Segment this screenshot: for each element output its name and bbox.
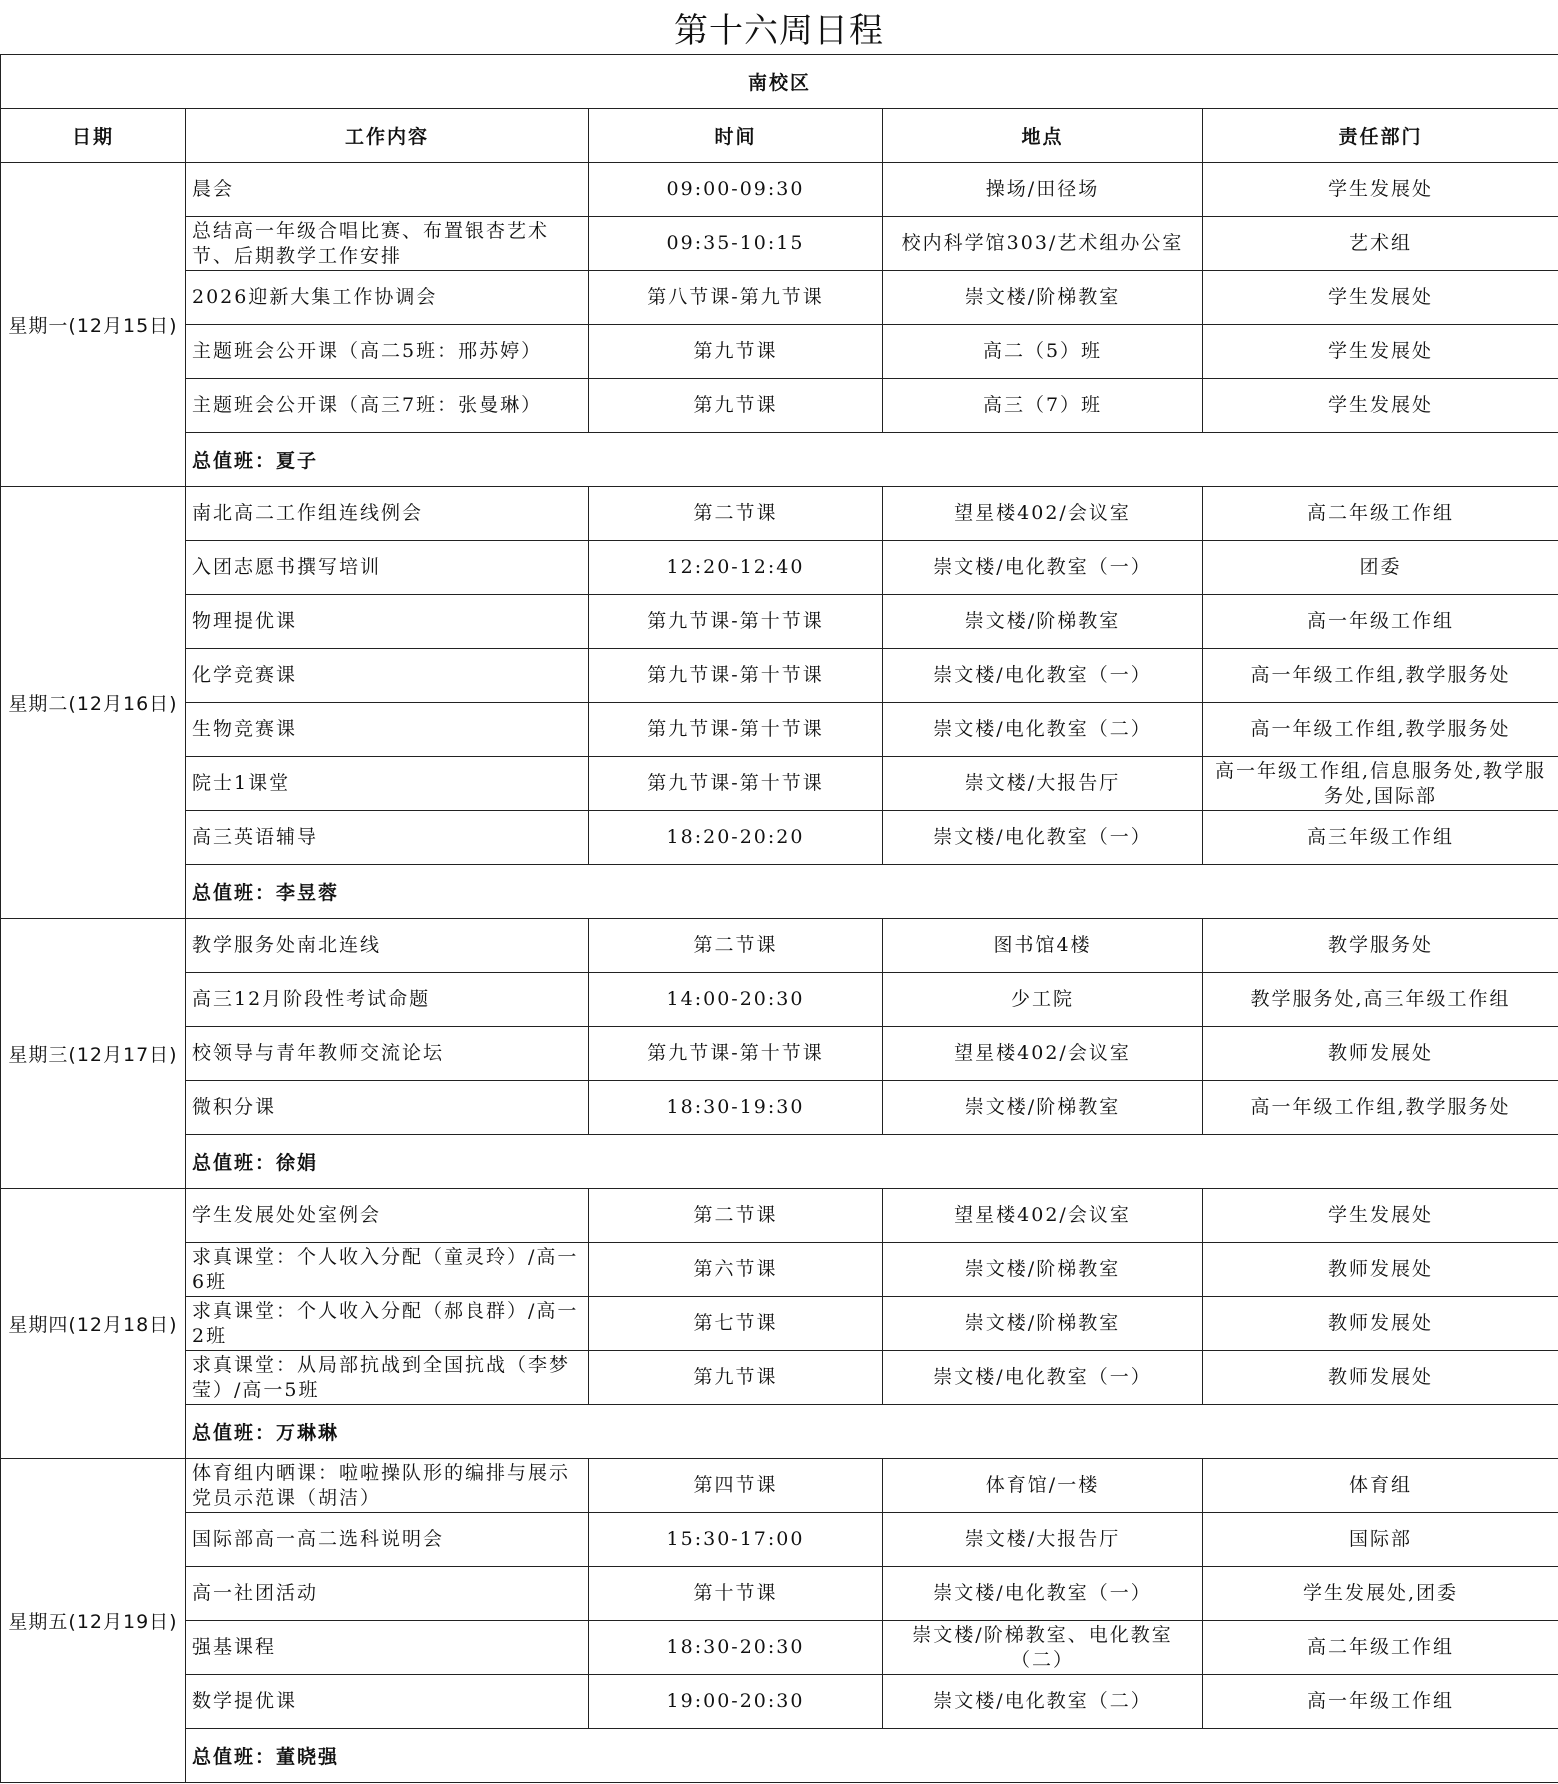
- dept-cell: 学生发展处: [1203, 271, 1558, 325]
- time-cell: 第九节课-第十节课: [589, 703, 883, 757]
- dept-cell: 高一年级工作组,教学服务处: [1203, 649, 1558, 703]
- time-cell: 09:35-10:15: [589, 217, 883, 271]
- campus-name: 南校区: [1, 55, 1558, 109]
- place-cell: 崇文楼/电化教室（一）: [883, 1351, 1203, 1405]
- place-cell: 校内科学馆303/艺术组办公室: [883, 217, 1203, 271]
- time-cell: 第九节课: [589, 379, 883, 433]
- place-cell: 崇文楼/大报告厅: [883, 1513, 1203, 1567]
- task-cell: 入团志愿书撰写培训: [186, 541, 589, 595]
- date-cell: 星期四(12月18日): [1, 1189, 186, 1459]
- table-row: [1, 1567, 1558, 1621]
- time-cell: 第九节课-第十节课: [589, 649, 883, 703]
- time-cell: 19:00-20:30: [589, 1675, 883, 1729]
- duty-cell: [186, 1729, 1558, 1783]
- table-row: [1, 1189, 1558, 1243]
- task-cell: 总结高一年级合唱比赛、布置银杏艺术节、后期教学工作安排: [186, 217, 589, 271]
- table-row: [1, 325, 1558, 379]
- time-cell: 第二节课: [589, 1189, 883, 1243]
- dept-cell: 团委: [1203, 541, 1558, 595]
- dept-cell: 高一年级工作组,教学服务处: [1203, 1081, 1558, 1135]
- task-cell: 体育组内晒课：啦啦操队形的编排与展示党员示范课（胡洁）: [186, 1459, 589, 1513]
- task-cell: 化学竞赛课: [186, 649, 589, 703]
- table-row: [1, 541, 1558, 595]
- duty-label: 总值班：: [192, 882, 277, 904]
- task-cell: 主题班会公开课（高二5班：邢苏婷）: [186, 325, 589, 379]
- place-cell: 崇文楼/大报告厅: [883, 757, 1203, 811]
- place-cell: 崇文楼/电化教室（二）: [883, 703, 1203, 757]
- dept-cell: 国际部: [1203, 1513, 1558, 1567]
- time-cell: 第九节课: [589, 1351, 883, 1405]
- time-cell: 第七节课: [589, 1297, 883, 1351]
- dept-cell: 教师发展处: [1203, 1297, 1558, 1351]
- time-cell: 第九节课-第十节课: [589, 757, 883, 811]
- table-row: [1, 757, 1558, 811]
- header-place: 地点: [883, 109, 1203, 163]
- task-cell: 强基课程: [186, 1621, 589, 1675]
- time-cell: 第四节课: [589, 1459, 883, 1513]
- place-cell: 高三（7）班: [883, 379, 1203, 433]
- time-cell: 第六节课: [589, 1243, 883, 1297]
- dept-cell: 高二年级工作组: [1203, 487, 1558, 541]
- dept-cell: 学生发展处: [1203, 325, 1558, 379]
- dept-cell: 高一年级工作组,信息服务处,教学服务处,国际部: [1203, 757, 1558, 811]
- date-cell: 星期五(12月19日): [1, 1459, 186, 1783]
- place-cell: 少工院: [883, 973, 1203, 1027]
- task-cell: 微积分课: [186, 1081, 589, 1135]
- place-cell: 崇文楼/电化教室（一）: [883, 1567, 1203, 1621]
- table-row: [1, 487, 1558, 541]
- duty-cell: [186, 1405, 1558, 1459]
- task-cell: 院士1课堂: [186, 757, 589, 811]
- duty-person: 董晓强: [276, 1746, 340, 1768]
- page-title: 第十六周日程: [674, 10, 884, 51]
- place-cell: 崇文楼/阶梯教室、电化教室（二）: [883, 1621, 1203, 1675]
- time-cell: 第九节课-第十节课: [589, 1027, 883, 1081]
- place-cell: 图书馆4楼: [883, 919, 1203, 973]
- task-cell: 高三英语辅导: [186, 811, 589, 865]
- duty-row: [1, 1135, 1558, 1189]
- dept-cell: 艺术组: [1203, 217, 1558, 271]
- task-cell: 学生发展处处室例会: [186, 1189, 589, 1243]
- task-cell: 生物竞赛课: [186, 703, 589, 757]
- table-row: [1, 1513, 1558, 1567]
- table-row: [1, 1459, 1558, 1513]
- dept-cell: 学生发展处: [1203, 379, 1558, 433]
- table-row: [1, 1081, 1558, 1135]
- time-cell: 12:20-12:40: [589, 541, 883, 595]
- duty-person: 万琳琳: [276, 1422, 340, 1444]
- time-cell: 18:30-19:30: [589, 1081, 883, 1135]
- time-cell: 第九节课: [589, 325, 883, 379]
- place-cell: 崇文楼/阶梯教室: [883, 595, 1203, 649]
- dept-cell: 教师发展处: [1203, 1351, 1558, 1405]
- table-row: [1, 1027, 1558, 1081]
- header-task: 工作内容: [186, 109, 589, 163]
- time-cell: 第十节课: [589, 1567, 883, 1621]
- task-cell: 校领导与青年教师交流论坛: [186, 1027, 589, 1081]
- dept-cell: 高一年级工作组: [1203, 595, 1558, 649]
- task-cell: 国际部高一高二选科说明会: [186, 1513, 589, 1567]
- dept-cell: 高一年级工作组: [1203, 1675, 1558, 1729]
- dept-cell: 学生发展处,团委: [1203, 1567, 1558, 1621]
- table-row: [1, 595, 1558, 649]
- duty-label: 总值班：: [192, 1422, 277, 1444]
- place-cell: 崇文楼/电化教室（一）: [883, 541, 1203, 595]
- time-cell: 第二节课: [589, 487, 883, 541]
- dept-cell: 高三年级工作组: [1203, 811, 1558, 865]
- time-cell: 18:20-20:20: [589, 811, 883, 865]
- task-cell: 南北高二工作组连线例会: [186, 487, 589, 541]
- time-cell: 14:00-20:30: [589, 973, 883, 1027]
- table-row: [1, 703, 1558, 757]
- place-cell: 崇文楼/阶梯教室: [883, 1081, 1203, 1135]
- table-row: [1, 217, 1558, 271]
- dept-cell: 高二年级工作组: [1203, 1621, 1558, 1675]
- date-cell: 星期二(12月16日): [1, 487, 186, 919]
- task-cell: 高三12月阶段性考试命题: [186, 973, 589, 1027]
- table-row: [1, 163, 1558, 217]
- task-cell: 求真课堂：从局部抗战到全国抗战（李梦莹）/高一5班: [186, 1351, 589, 1405]
- duty-row: [1, 865, 1558, 919]
- duty-person: 徐娟: [276, 1152, 319, 1174]
- place-cell: 崇文楼/电化教室（一）: [883, 811, 1203, 865]
- duty-label: 总值班：: [192, 1152, 277, 1174]
- task-cell: 求真课堂：个人收入分配（童灵玲）/高一6班: [186, 1243, 589, 1297]
- time-cell: 18:30-20:30: [589, 1621, 883, 1675]
- table-row: [1, 379, 1558, 433]
- place-cell: 望星楼402/会议室: [883, 1027, 1203, 1081]
- task-cell: 2026迎新大集工作协调会: [186, 271, 589, 325]
- header-date: 日期: [1, 109, 186, 163]
- table-row: [1, 973, 1558, 1027]
- duty-label: 总值班：: [192, 450, 277, 472]
- table-row: [1, 649, 1558, 703]
- table-row: [1, 1297, 1558, 1351]
- place-cell: 崇文楼/电化教室（二）: [883, 1675, 1203, 1729]
- place-cell: 望星楼402/会议室: [883, 487, 1203, 541]
- duty-person: 夏子: [276, 450, 319, 472]
- table-row: [1, 1621, 1558, 1675]
- task-cell: 晨会: [186, 163, 589, 217]
- dept-cell: 教学服务处,高三年级工作组: [1203, 973, 1558, 1027]
- duty-cell: [186, 433, 1558, 487]
- task-cell: 教学服务处南北连线: [186, 919, 589, 973]
- duty-row: [1, 1729, 1558, 1783]
- table-row: [1, 271, 1558, 325]
- duty-row: [1, 433, 1558, 487]
- place-cell: 崇文楼/阶梯教室: [883, 1243, 1203, 1297]
- dept-cell: 教学服务处: [1203, 919, 1558, 973]
- table-row: [1, 1243, 1558, 1297]
- table-row: [1, 919, 1558, 973]
- dept-cell: 教师发展处: [1203, 1243, 1558, 1297]
- schedule-table: [0, 54, 1558, 1783]
- place-cell: 崇文楼/电化教室（一）: [883, 649, 1203, 703]
- time-cell: 第二节课: [589, 919, 883, 973]
- duty-cell: [186, 865, 1558, 919]
- time-cell: 09:00-09:30: [589, 163, 883, 217]
- place-cell: 高二（5）班: [883, 325, 1203, 379]
- time-cell: 15:30-17:00: [589, 1513, 883, 1567]
- dept-cell: 高一年级工作组,教学服务处: [1203, 703, 1558, 757]
- task-cell: 数学提优课: [186, 1675, 589, 1729]
- dept-cell: 学生发展处: [1203, 1189, 1558, 1243]
- duty-person: 李昱蓉: [276, 882, 340, 904]
- place-cell: 体育馆/一楼: [883, 1459, 1203, 1513]
- dept-cell: 学生发展处: [1203, 163, 1558, 217]
- table-row: [1, 811, 1558, 865]
- place-cell: 操场/田径场: [883, 163, 1203, 217]
- date-cell: 星期三(12月17日): [1, 919, 186, 1189]
- campus-row: [1, 55, 1558, 109]
- header-dept: 责任部门: [1203, 109, 1558, 163]
- place-cell: 崇文楼/阶梯教室: [883, 271, 1203, 325]
- header-time: 时间: [589, 109, 883, 163]
- task-cell: 物理提优课: [186, 595, 589, 649]
- time-cell: 第八节课-第九节课: [589, 271, 883, 325]
- date-cell: 星期一(12月15日): [1, 163, 186, 487]
- task-cell: 高一社团活动: [186, 1567, 589, 1621]
- duty-label: 总值班：: [192, 1746, 277, 1768]
- duty-cell: [186, 1135, 1558, 1189]
- task-cell: 求真课堂：个人收入分配（郝良群）/高一2班: [186, 1297, 589, 1351]
- dept-cell: 体育组: [1203, 1459, 1558, 1513]
- place-cell: 望星楼402/会议室: [883, 1189, 1203, 1243]
- table-row: [1, 1351, 1558, 1405]
- place-cell: 崇文楼/阶梯教室: [883, 1297, 1203, 1351]
- header-row: [1, 109, 1558, 163]
- table-row: [1, 1675, 1558, 1729]
- task-cell: 主题班会公开课（高三7班：张曼琳）: [186, 379, 589, 433]
- duty-row: [1, 1405, 1558, 1459]
- dept-cell: 教师发展处: [1203, 1027, 1558, 1081]
- time-cell: 第九节课-第十节课: [589, 595, 883, 649]
